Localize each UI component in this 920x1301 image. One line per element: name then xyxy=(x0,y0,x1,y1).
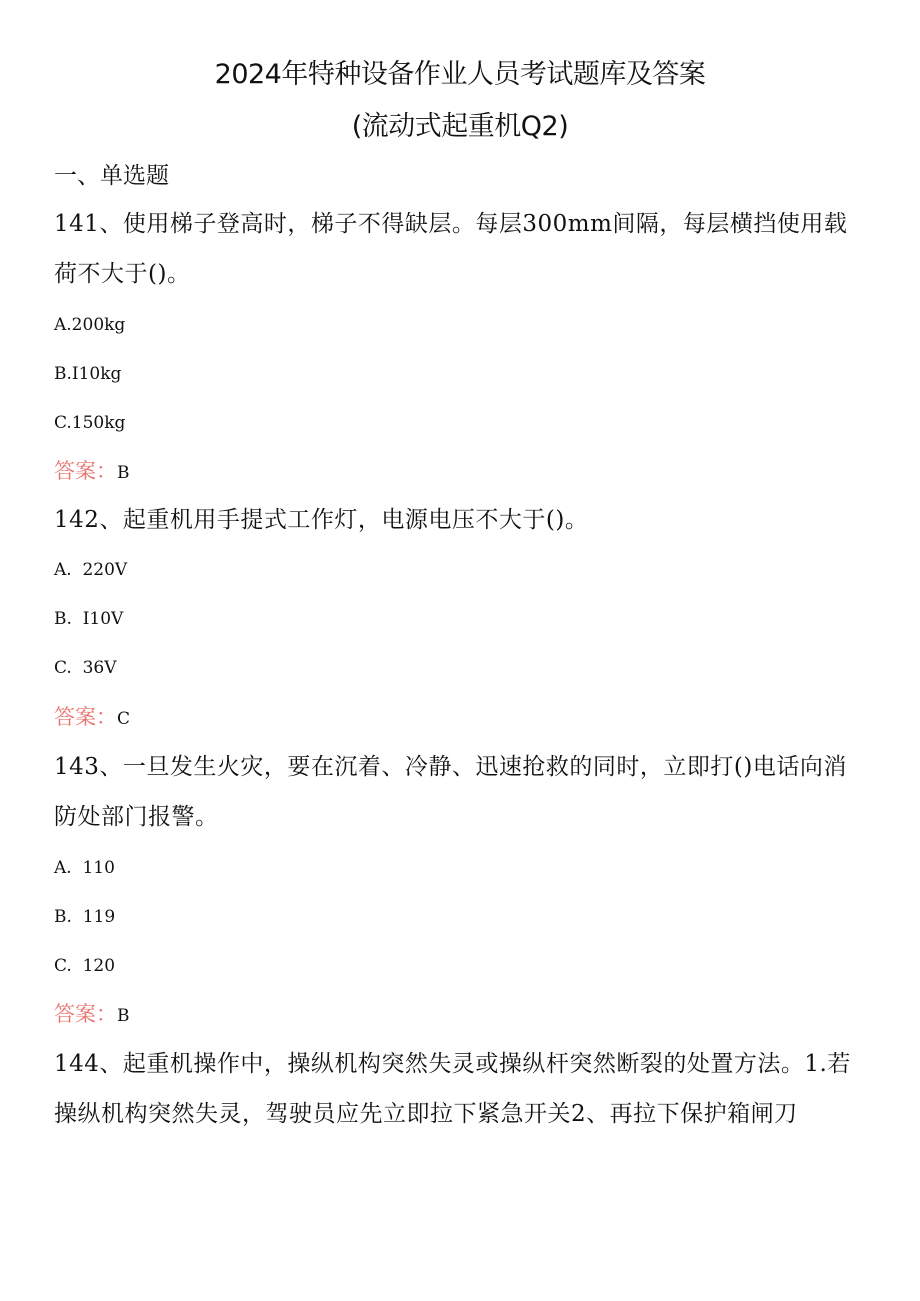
question-144: 144、起重机操作中，操纵机构突然失灵或操纵杆突然断裂的处置方法。1.若操纵机构突然失灵，驾驶员应先立即拉下紧急开关2、再拉下保护箱闸刀 xyxy=(54,1051,851,1127)
answer-value: B xyxy=(117,463,130,483)
answer-label: 答案： xyxy=(54,1002,117,1026)
option-c: C.150kg xyxy=(54,413,126,433)
answer-142 xyxy=(54,702,130,734)
answer-label: 答案： xyxy=(54,705,117,729)
option-c: C. 120 xyxy=(54,956,116,976)
section-heading: 一、单选题 xyxy=(54,163,169,189)
option-c: C. 36V xyxy=(54,658,117,678)
option-a: A.200kg xyxy=(54,315,126,335)
answer-value: B xyxy=(117,1006,130,1026)
option-a: A. 220V xyxy=(54,560,128,580)
answer-143 xyxy=(54,999,130,1031)
option-b: B. 119 xyxy=(54,907,116,927)
document-title: 2024年特种设备作业人员考试题库及答案 xyxy=(214,59,706,90)
question-143: 143、一旦发生火灾，要在沉着、冷静、迅速抢救的同时，立即打()电话向消防处部门报警。 xyxy=(54,754,847,830)
question-141: 141、使用梯子登高时，梯子不得缺层。每层300mm间隔，每层横挡使用载荷不大于()。 xyxy=(54,211,848,287)
option-b: B. I10V xyxy=(54,609,124,629)
answer-value: C xyxy=(117,709,131,729)
question-142: 142、起重机用手提式工作灯，电源电压不大于()。 xyxy=(54,507,589,533)
answer-141 xyxy=(54,456,130,488)
answer-label: 答案： xyxy=(54,459,117,483)
option-a: A. 110 xyxy=(54,858,115,878)
document-subtitle: (流动式起重机Q2) xyxy=(351,111,569,142)
option-b: B.I10kg xyxy=(54,364,122,384)
